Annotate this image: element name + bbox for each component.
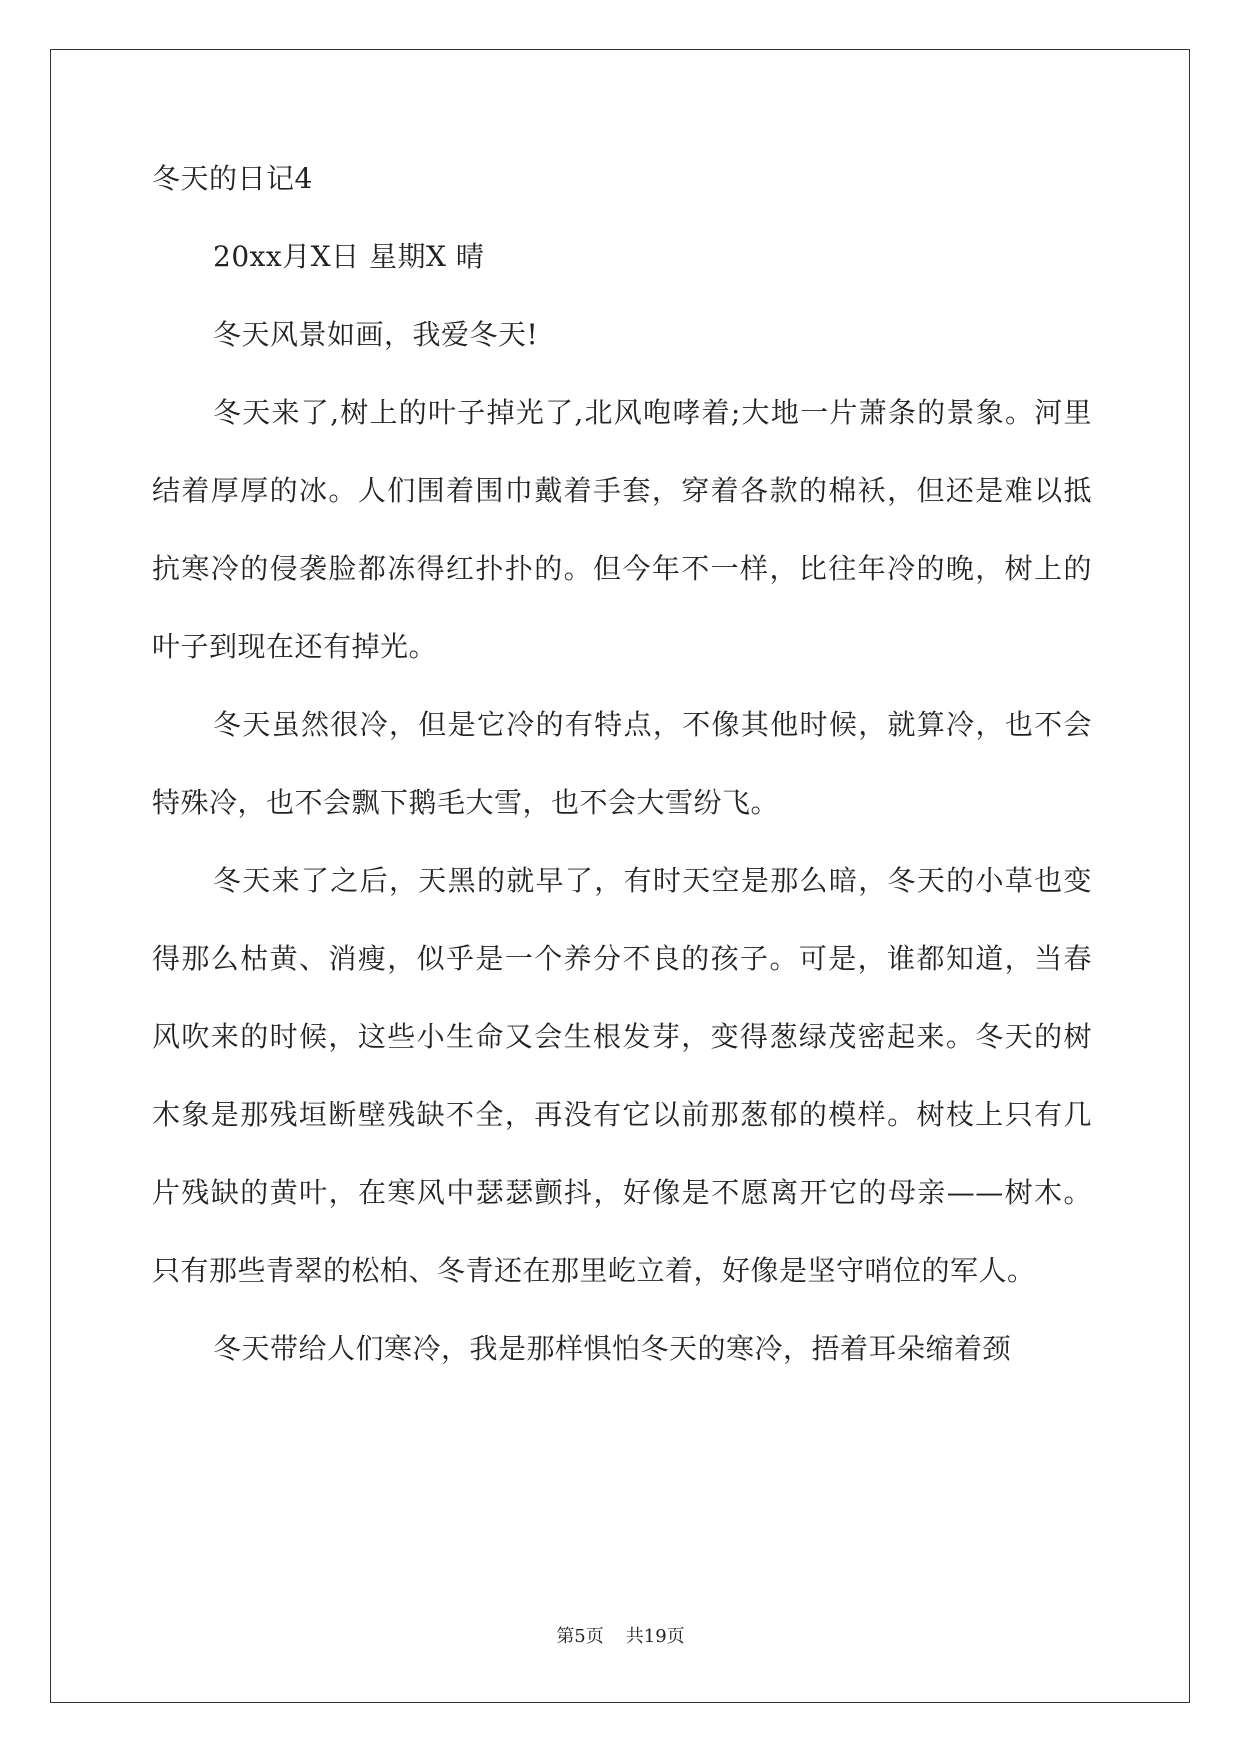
paragraph-3: 冬天虽然很冷，但是它冷的有特点，不像其他时候，就算冷，也不会特殊冷，也不会飘下鹅毛大雪，也不会大雪纷飞。: [152, 708, 1092, 819]
paragraph-5: 冬天带给人们寒冷，我是那样惧怕冬天的寒冷，捂着耳朵缩着颈: [213, 1332, 1012, 1365]
page-number: 第5页: [556, 1626, 604, 1647]
diary-date-line: 20xx月X日 星期X 晴: [213, 240, 485, 273]
paragraph-1: 冬天风景如画，我爱冬天!: [213, 318, 539, 351]
page-total: 共19页: [625, 1626, 685, 1647]
document-title: 冬天的日记4: [152, 162, 313, 195]
page-footer: [0, 1622, 1241, 1648]
document-body: [152, 140, 1092, 1388]
paragraph-2: 冬天来了,树上的叶子掉光了,北风咆哮着;大地一片萧条的景象。河里结着厚厚的冰。人们围着围巾戴着手套，穿着各款的棉袄，但还是难以抵抗寒冷的侵袭脸都冻得红扑扑的。但今年不一样，比往年冷的晚，树上的叶子到现在还有掉光。: [152, 396, 1092, 663]
paragraph-4: 冬天来了之后，天黑的就早了，有时天空是那么暗，冬天的小草也变得那么枯黄、消瘦，似乎是一个养分不良的孩子。可是，谁都知道，当春风吹来的时候，这些小生命又会生根发芽，变得葱绿茂密起来。冬天的树木象是那残垣断壁残缺不全，再没有它以前那葱郁的模样。树枝上只有几片残缺的黄叶，在寒风中瑟瑟颤抖，好像是不愿离开它的母亲——树木。只有那些青翠的松柏、冬青还在那里屹立着，好像是坚守哨位的军人。: [152, 864, 1092, 1287]
